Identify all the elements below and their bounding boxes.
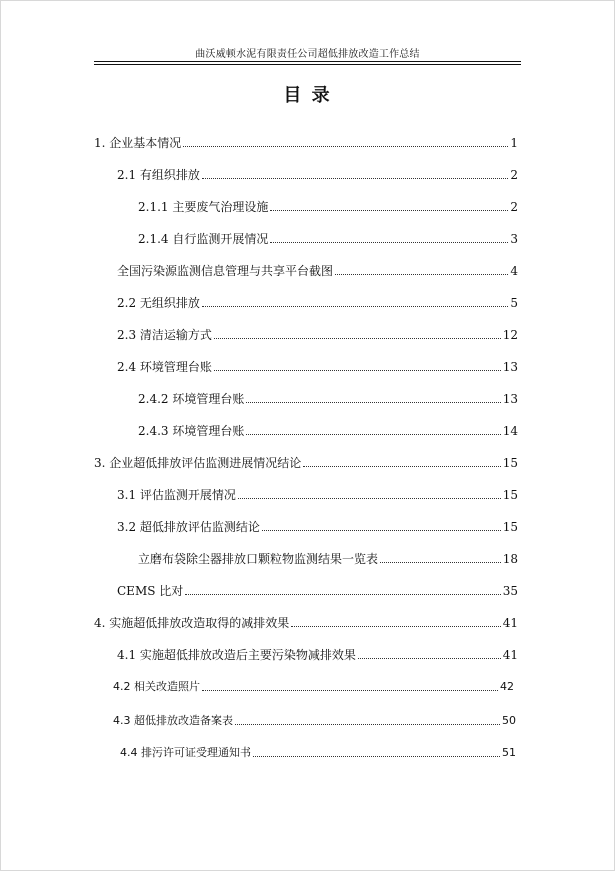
toc-entry-text: 2.3 清洁运输方式 [117, 328, 212, 342]
toc-entry[interactable] [117, 326, 518, 342]
toc-entry[interactable] [138, 198, 518, 214]
toc-title: 目 录 [283, 85, 332, 106]
running-header: 曲沃威顿水泥有限责任公司超低排放改造工作总结 [195, 49, 420, 60]
toc-entry[interactable] [117, 486, 518, 502]
toc-entry[interactable] [138, 390, 518, 406]
toc-entry-page: 15 [502, 488, 518, 502]
header-rule-thick [94, 61, 521, 62]
toc-entry[interactable] [94, 134, 518, 150]
toc-entry[interactable] [138, 230, 518, 246]
toc-entry-page: 41 [502, 648, 518, 662]
toc-entry[interactable] [117, 358, 518, 374]
toc-leader [358, 658, 501, 659]
toc-entry-page: 5 [510, 296, 518, 310]
toc-leader [246, 434, 500, 435]
toc-entry[interactable] [117, 294, 518, 310]
toc-leader [270, 242, 508, 243]
toc-entry-page: 15 [502, 456, 518, 470]
toc-entry-text: 4.4 排污许可证受理通知书 [120, 746, 251, 759]
toc-entry-page: 18 [502, 552, 518, 566]
toc-entry-text: 2.1.1 主要废气治理设施 [138, 200, 269, 214]
toc-leader [214, 338, 501, 339]
toc-entry-text: 2.4.3 环境管理台账 [138, 424, 245, 438]
toc-entry[interactable] [117, 582, 518, 598]
toc-entry-text: 全国污染源监测信息管理与共享平台截图 [117, 264, 334, 278]
toc-entry[interactable] [120, 744, 516, 760]
toc-entry-page: 13 [502, 392, 518, 406]
toc-leader [246, 402, 500, 403]
toc-leader [202, 178, 508, 179]
header-rule-thin [94, 64, 521, 65]
toc-entry-text: 4. 实施超低排放改造取得的减排效果 [94, 616, 290, 630]
toc-leader [238, 498, 501, 499]
toc-entry[interactable] [117, 166, 518, 182]
toc-leader [335, 274, 508, 275]
toc-entry-page: 4 [510, 264, 518, 278]
toc-entry-text: 立磨布袋除尘器排放口颗粒物监测结果一览表 [138, 552, 379, 566]
toc-entry[interactable] [94, 614, 518, 630]
toc-entry-page: 13 [502, 360, 518, 374]
toc-entry-text: 4.3 超低排放改造备案表 [113, 714, 233, 727]
toc-leader [202, 690, 498, 691]
toc-entry[interactable] [138, 550, 518, 566]
toc-entry-text: 3. 企业超低排放评估监测进展情况结论 [94, 456, 302, 470]
toc-entry[interactable] [113, 678, 514, 694]
toc-leader [262, 530, 501, 531]
toc-entry-text: 3.2 超低排放评估监测结论 [117, 520, 260, 534]
toc-entry-text: CEMS 比对 [117, 584, 184, 598]
toc-entry-text: 4.1 实施超低排放改造后主要污染物减排效果 [117, 648, 356, 662]
toc-entry-page: 51 [502, 746, 516, 759]
toc-leader [303, 466, 500, 467]
toc-entry[interactable] [113, 712, 516, 728]
toc-leader [291, 626, 500, 627]
toc-leader [380, 562, 501, 563]
toc-entry-page: 35 [502, 584, 518, 598]
toc-leader [202, 306, 508, 307]
toc-entry-text: 2.4.2 环境管理台账 [138, 392, 245, 406]
toc-entry[interactable] [94, 454, 518, 470]
toc-entry-page: 14 [502, 424, 518, 438]
toc-leader [183, 146, 508, 147]
toc-entry[interactable] [117, 518, 518, 534]
toc-entry[interactable] [117, 646, 518, 662]
toc-leader [253, 756, 500, 757]
toc-entry-page: 15 [502, 520, 518, 534]
toc-entry[interactable] [138, 422, 518, 438]
toc-entry-text: 2.2 无组织排放 [117, 296, 200, 310]
toc-entry-page: 50 [502, 714, 516, 727]
toc-entry-page: 2 [510, 168, 518, 182]
toc-entry[interactable] [117, 262, 518, 278]
toc-entry-page: 12 [502, 328, 518, 342]
toc-entry-text: 3.1 评估监测开展情况 [117, 488, 236, 502]
toc-entry-page: 41 [502, 616, 518, 630]
toc-entry-text: 2.1 有组织排放 [117, 168, 200, 182]
toc-entry-text: 4.2 相关改造照片 [113, 680, 200, 693]
toc-entry-text: 1. 企业基本情况 [94, 136, 182, 150]
toc-leader [235, 724, 500, 725]
toc-entry-page: 1 [510, 136, 518, 150]
toc-entry-page: 2 [510, 200, 518, 214]
toc-entry-page: 3 [510, 232, 518, 246]
toc-leader [185, 594, 500, 595]
toc-entry-text: 2.4 环境管理台账 [117, 360, 212, 374]
toc-entry-page: 42 [500, 680, 514, 693]
toc-leader [270, 210, 508, 211]
toc-leader [214, 370, 501, 371]
toc-entry-text: 2.1.4 自行监测开展情况 [138, 232, 269, 246]
